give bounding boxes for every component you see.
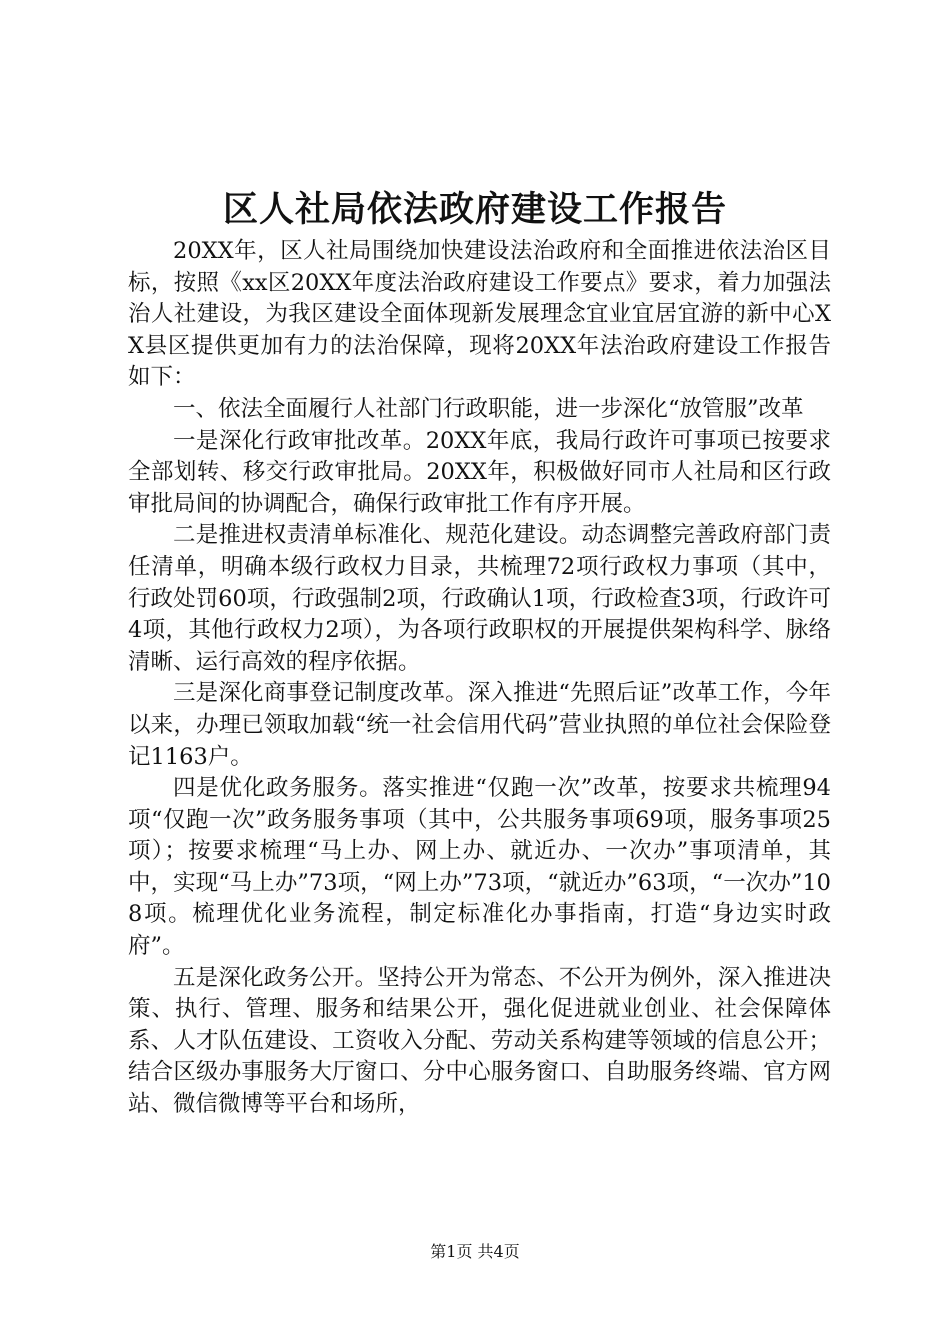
document-body [128,236,831,1121]
paragraph-item-1: 一是深化行政审批改革。20XX年底，我局行政许可事项已按要求全部划转、移交行政审批局。20XX年，积极做好同市人社局和区行政审批局间的协调配合，确保行政审批工作有序开展。 [128,427,831,517]
paragraph-item-3: 三是深化商事登记制度改革。深入推进“先照后证”改革工作，今年以来，办理已领取加载“统一社会信用代码”营业执照的单位社会保险登记1163户。 [128,680,831,770]
document-title: 区人社局依法政府建设工作报告 [222,189,727,230]
paragraph-item-2: 二是推进权责清单标准化、规范化建设。动态调整完善政府部门责任清单，明确本级行政权力目录，共梳理72项行政权力事项（其中，行政处罚60项，行政强制2项，行政确认1项，行政检查3项，行政许可4项，其他行政权力2项），为各项行政职权的开展提供架构科学、脉络清晰、运行高效的程序依据。 [128,522,831,675]
page-footer: 第1页 共4页 [430,1242,520,1261]
paragraph-item-4: 四是优化政务服务。落实推进“仅跑一次”改革，按要求共梳理94项“仅跑一次”政务服务事项（其中，公共服务事项69项，服务事项25项）；按要求梳理“马上办、网上办、就近办、一次办”事项清单，其中，实现“马上办”73项，“网上办”73项，“就近办”63项，“一次办”108项。梳理优化业务流程，制定标准化办事指南，打造“身边实时政府”。 [128,775,831,960]
section-heading-1: 一、依法全面履行人社部门行政职能，进一步深化“放管服”改革 [173,395,804,422]
paragraph-item-5: 五是深化政务公开。坚持公开为常态、不公开为例外，深入推进决策、执行、管理、服务和结果公开，强化促进就业创业、社会保障体系、人才队伍建设、工资收入分配、劳动关系构建等领域的信息公开；结合区级办事服务大厅窗口、分中心服务窗口、自助服务终端、官方网站、微信微博等平台和场所， [128,964,831,1118]
paragraph-intro: 20XX年，区人社局围绕加快建设法治政府和全面推进依法治区目标，按照《xx区20XX年度法治政府建设工作要点》要求，着力加强法治人社建设，为我区建设全面体现新发展理念宜业宜居宜游的新中心XX县区提供更加有力的法治保障，现将20XX年法治政府建设工作报告如下： [128,238,831,391]
